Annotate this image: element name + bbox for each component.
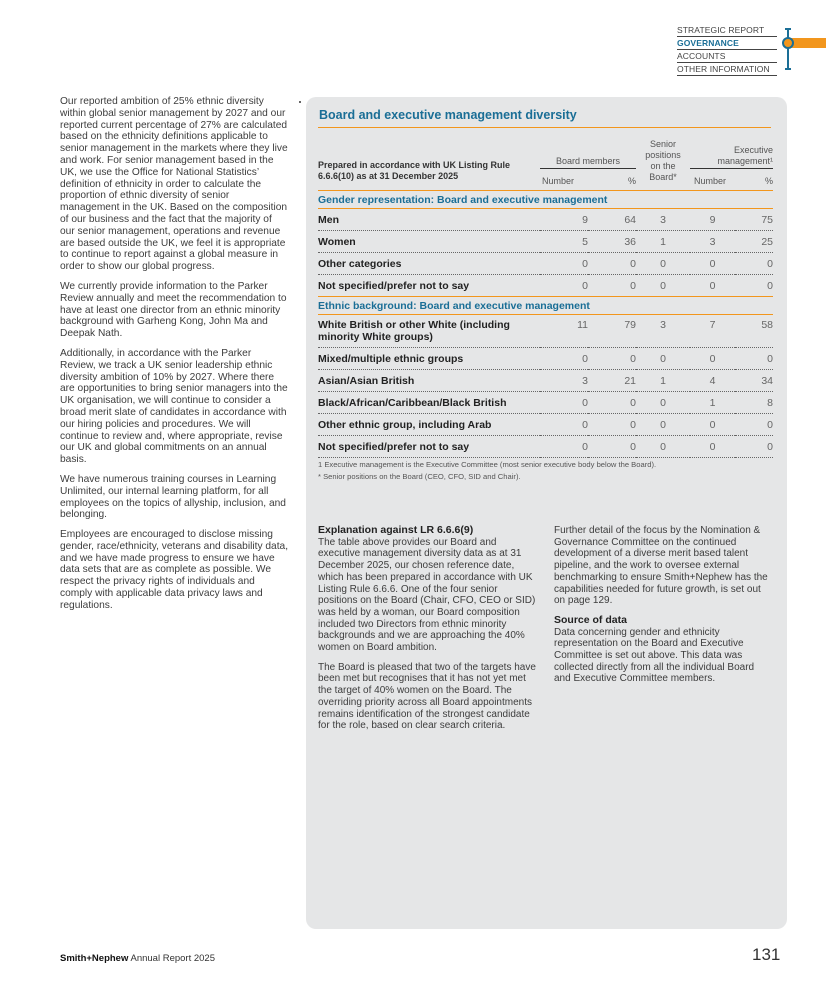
cell-senior: 1 — [636, 370, 690, 392]
cell-board-pct: 21 — [588, 370, 636, 392]
cell-board-pct: 36 — [588, 231, 636, 253]
page-number: 131 — [752, 945, 781, 964]
table-footnotes — [318, 460, 758, 484]
cell-exec-number: 0 — [690, 414, 735, 436]
cell-board-number: 3 — [540, 370, 588, 392]
section-header-ethnic: Ethnic background: Board and executive management — [318, 297, 773, 315]
source-heading: Source of data — [554, 613, 627, 626]
cell-board-number: 0 — [540, 348, 588, 370]
cell-board-pct: 0 — [588, 253, 636, 275]
cell-board-number: 11 — [540, 315, 588, 348]
cell-exec-pct: 0 — [735, 414, 773, 436]
section-nav — [677, 24, 777, 76]
cell-exec-pct: 0 — [735, 436, 773, 458]
column-group-board: Board members — [540, 156, 636, 169]
column-board-pct: % — [627, 176, 636, 186]
table-group-header — [318, 139, 773, 171]
diversity-table — [318, 139, 773, 458]
table-row — [318, 209, 773, 231]
cell-board-pct: 0 — [588, 436, 636, 458]
paragraph: Employees are encouraged to disclose missing gender, race/ethnicity, veterans and disability data, and we have made progress to ensure we have data sets that are as complete as possible. We respect the privacy rights of individuals and comply with applicable data privacy laws and regulations. — [60, 529, 289, 611]
cell-exec-number: 0 — [690, 436, 735, 458]
paragraph: Further detail of the focus by the Nomination & Governance Committee on the continued development of a diverse merit based talent pipeline, and the work to oversee external benchmarking to ensure Smith+Nephew has the capabilities needed for future growth, is set out on page 129. — [554, 525, 768, 607]
cell-exec-number: 3 — [690, 231, 735, 253]
report-name: Annual Report 2025 — [128, 953, 215, 964]
cell-board-pct: 64 — [588, 209, 636, 231]
cell-senior: 3 — [636, 209, 690, 231]
row-label: Mixed/multiple ethnic groups — [318, 348, 540, 370]
nav-tick — [785, 68, 791, 70]
cell-board-pct: 0 — [588, 414, 636, 436]
explanation-column-left — [318, 525, 538, 740]
column-board-number: Number — [542, 176, 575, 186]
explanation-column-right — [554, 525, 770, 693]
cell-exec-pct: 34 — [735, 370, 773, 392]
column-exec-number: Number — [694, 176, 727, 186]
panel-title-rule — [318, 127, 771, 128]
cell-senior: 0 — [636, 414, 690, 436]
footnote: * Senior positions on the Board (CEO, CFO, SID and Chair). — [318, 472, 521, 481]
cell-exec-number: 0 — [690, 253, 735, 275]
cell-exec-pct: 25 — [735, 231, 773, 253]
row-label: Not specified/prefer not to say — [318, 275, 540, 297]
row-label: Other categories — [318, 253, 540, 275]
section-header-gender: Gender representation: Board and executive management — [318, 191, 773, 209]
panel-title: Board and executive management diversity — [319, 108, 577, 122]
paragraph: Our reported ambition of 25% ethnic diversity within global senior management by 2027 and our reported current percentage of 27% are calculated based on the ethnicity definitions applicable to senior management in the markets where they live and work. For senior management based in the UK, we use the Office for National Statistics’ definition of ethnicity in order to calculate the proportion of ethnic diversity of senior management in the UK. Based on the composition of our business and the fact that the majority of our senior management, operations and revenue are based outside the UK, we feel it is appropriate to continue to report against a global measure in order to show our global progress. — [60, 96, 288, 273]
cell-exec-number: 0 — [690, 348, 735, 370]
nav-item-strategic-report[interactable]: STRATEGIC REPORT — [677, 24, 777, 37]
cell-senior: 3 — [636, 315, 690, 348]
table-prepared-label: Prepared in accordance with UK Listing Rule 6.6.6(10) as at 31 December 2025 — [318, 160, 511, 181]
table-row — [318, 315, 773, 348]
cell-exec-pct: 8 — [735, 392, 773, 414]
cell-board-number: 0 — [540, 436, 588, 458]
cell-exec-pct: 75 — [735, 209, 773, 231]
cell-exec-pct: 0 — [735, 275, 773, 297]
cell-senior: 0 — [636, 436, 690, 458]
table-row — [318, 370, 773, 392]
cell-exec-number: 4 — [690, 370, 735, 392]
nav-item-governance[interactable]: GOVERNANCE — [677, 37, 777, 50]
paragraph: Data concerning gender and ethnicity representation on the Board and Executive Committee is set out above. This data was collected directly from all the individual Board and Executive Committee members. — [554, 626, 755, 685]
nav-active-marker-bar — [789, 38, 826, 48]
column-group-senior: Senior positions on the Board* — [645, 139, 681, 182]
cell-board-number: 5 — [540, 231, 588, 253]
paragraph: We have numerous training courses in Learning Unlimited, our internal learning platform, for all employees on the topics of allyship, inclusion, and belonging. — [60, 473, 286, 521]
cell-senior: 0 — [636, 253, 690, 275]
table-row — [318, 392, 773, 414]
cell-exec-pct: 58 — [735, 315, 773, 348]
column-group-exec: Executive management¹ — [690, 145, 773, 169]
cell-board-pct: 0 — [588, 392, 636, 414]
cell-board-number: 9 — [540, 209, 588, 231]
nav-item-accounts[interactable]: ACCOUNTS — [677, 50, 777, 63]
explanation-heading: Explanation against LR 6.6.6(9) — [318, 524, 474, 536]
row-label: Not specified/prefer not to say — [318, 436, 540, 458]
cell-exec-number: 0 — [690, 275, 735, 297]
paragraph: The Board is pleased that two of the targets have been met but recognises that it has not yet met the target of 40% women on the Board. The overriding priority across all Board appointments remains identification of the strongest candidate for the role, based on clear search criteria. — [318, 661, 536, 732]
nav-track-line — [787, 28, 789, 70]
row-label: Women — [318, 231, 540, 253]
cell-exec-pct: 0 — [735, 253, 773, 275]
cell-senior: 0 — [636, 392, 690, 414]
left-column — [60, 96, 289, 620]
footer-brand — [60, 953, 215, 964]
cell-board-pct: 0 — [588, 275, 636, 297]
row-label: Other ethnic group, including Arab — [318, 414, 540, 436]
diversity-panel — [306, 97, 787, 929]
nav-active-marker-dot — [782, 37, 794, 49]
table-row — [318, 275, 773, 297]
cell-exec-number: 7 — [690, 315, 735, 348]
cell-board-number: 0 — [540, 275, 588, 297]
footnote: 1 Executive management is the Executive Committee (most senior executive body below the Board). — [318, 460, 657, 469]
cell-board-number: 0 — [540, 253, 588, 275]
cell-exec-number: 9 — [690, 209, 735, 231]
nav-tick — [785, 28, 791, 30]
table-row — [318, 231, 773, 253]
paragraph: The table above provides our Board and executive management diversity data as at 31 December 2025, our chosen reference date, which has been prepared in accordance with UK Listing Rule 6.6.6. One of the four senior positions on the Board (Chair, CFO, CEO or SID) was held by a woman, our Board composition included two Directors from ethnic minority backgrounds and we are approaching the 40% women on Board ambition. — [318, 536, 536, 654]
brand-name: Smith+Nephew — [60, 953, 129, 964]
cell-senior: 0 — [636, 348, 690, 370]
nav-item-other-information[interactable]: OTHER INFORMATION — [677, 63, 777, 76]
cell-board-number: 0 — [540, 392, 588, 414]
table-row — [318, 348, 773, 370]
row-label: White British or other White (including minority White groups) — [318, 315, 540, 348]
paragraph: Additionally, in accordance with the Parker Review, we track a UK senior leadership ethnic diversity ambition of 10% by 2027. Where there are opportunities to bring senior managers into the UK organisation, we will continue to consider a broad merit slate of candidates in accordance with our hiring policies and procedures. We will continue to review and, where appropriate, revise our UK and global commitments on an annual basis. — [60, 347, 288, 466]
cell-board-pct: 79 — [588, 315, 636, 348]
decorative-dot — [299, 101, 301, 103]
cell-senior: 1 — [636, 231, 690, 253]
cell-exec-number: 1 — [690, 392, 735, 414]
cell-exec-pct: 0 — [735, 348, 773, 370]
row-label: Black/African/Caribbean/Black British — [318, 392, 540, 414]
paragraph: We currently provide information to the Parker Review annually and meet the recommendation to have at least one director from an ethnic minority background with Garheng Kong, John Ma and Deepak Nath. — [60, 280, 287, 340]
cell-board-number: 0 — [540, 414, 588, 436]
cell-senior: 0 — [636, 275, 690, 297]
column-exec-pct: % — [764, 176, 773, 186]
table-row — [318, 253, 773, 275]
table-row — [318, 414, 773, 436]
cell-board-pct: 0 — [588, 348, 636, 370]
row-label: Men — [318, 209, 540, 231]
row-label: Asian/Asian British — [318, 370, 540, 392]
table-row — [318, 436, 773, 458]
